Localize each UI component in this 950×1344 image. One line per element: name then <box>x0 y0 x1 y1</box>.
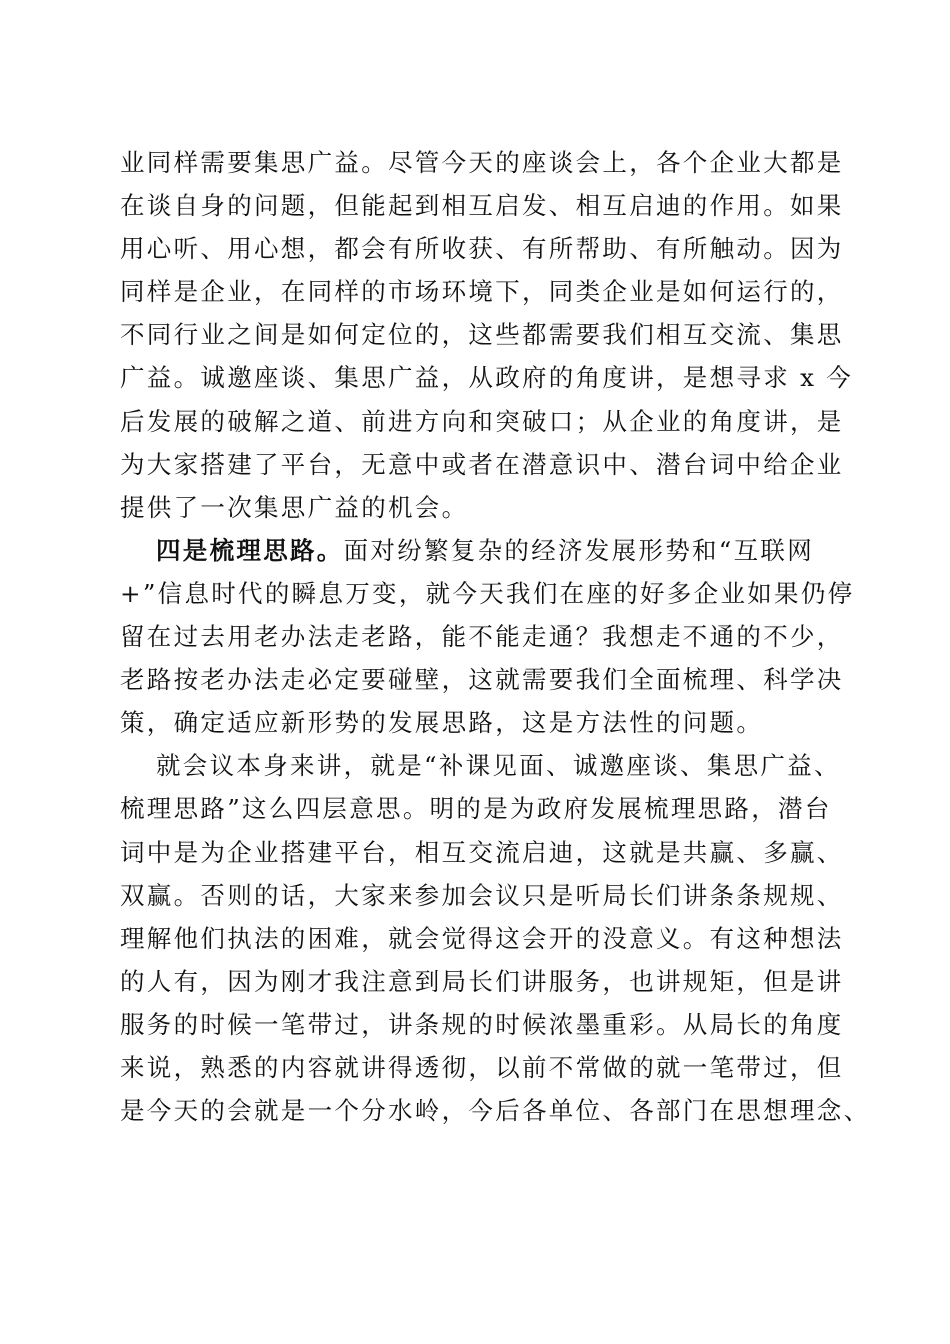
text-line: 同样是企业，在同样的市场环境下，同类企业是如何运行的， <box>120 277 844 307</box>
text-line: 策，确定适应新形势的发展思路，这是方法性的问题。 <box>120 708 764 738</box>
text-line: 是今天的会就是一个分水岭，今后各单位、各部门在思想理念、 <box>120 1096 871 1126</box>
text-line: 留在过去用老办法走老路，能不能走通？我想走不通的不少， <box>120 622 844 652</box>
section-heading: 四是梳理思路。 <box>156 535 344 565</box>
text-line <box>120 529 832 572</box>
paragraph-3 <box>120 744 871 1132</box>
text-line: 提供了一次集思广益的机会。 <box>120 492 469 522</box>
text-line: 老路按老办法走必定要碰壁，这就需要我们全面梳理、科学决 <box>120 665 844 695</box>
text-line: 服务的时候一笔带过，讲条规的时候浓墨重彩。从局长的角度 <box>120 1009 844 1039</box>
heading-line-rest: 面对纷繁复杂的经济发展形势和“互联网 <box>343 535 815 565</box>
text-line: +”信息时代的瞬息万变，就今天我们在座的好多企业如果仍停 <box>120 578 855 608</box>
text-line: 业同样需要集思广益。尽管今天的座谈会上，各个企业大都是 <box>120 148 844 177</box>
paragraph-1 <box>120 141 854 529</box>
text-line: 的人有，因为刚才我注意到局长们讲服务，也讲规矩，但是讲 <box>120 966 844 996</box>
text-line: 为大家搭建了平台，无意中或者在潜意识中、潜台词中给企业 <box>120 449 844 479</box>
text-line: 理解他们执法的困难，就会觉得这会开的没意义。有这种想法 <box>120 923 844 953</box>
text-line: 就会议本身来讲，就是“补课见面、诚邀座谈、集思广益、 <box>156 751 841 781</box>
text-line: 来说，熟悉的内容就讲得透彻，以前不常做的就一笔带过，但 <box>120 1052 844 1082</box>
text-line: 广益。诚邀座谈、集思广益，从政府的角度讲，是想寻求 x 今 <box>120 363 854 393</box>
text-line: 后发展的破解之道、前进方向和突破口；从企业的角度讲，是 <box>120 406 844 436</box>
text-line: 在谈自身的问题，但能起到相互启发、相互启迪的作用。如果 <box>120 191 844 221</box>
text-line: 梳理思路”这么四层意思。明的是为政府发展梳理思路，潜台 <box>120 794 832 824</box>
text-line: 词中是为企业搭建平台，相互交流启迪，这就是共赢、多赢、 <box>120 837 844 867</box>
text-line: 用心听、用心想，都会有所收获、有所帮助、有所触动。因为 <box>120 234 844 264</box>
text-line: 双赢。否则的话，大家来参加会议只是听局长们讲条条规规、 <box>120 880 844 910</box>
paragraph-2 <box>120 529 855 744</box>
text-line: 不同行业之间是如何定位的，这些都需要我们相互交流、集思 <box>120 320 844 350</box>
body-text <box>120 141 871 1132</box>
